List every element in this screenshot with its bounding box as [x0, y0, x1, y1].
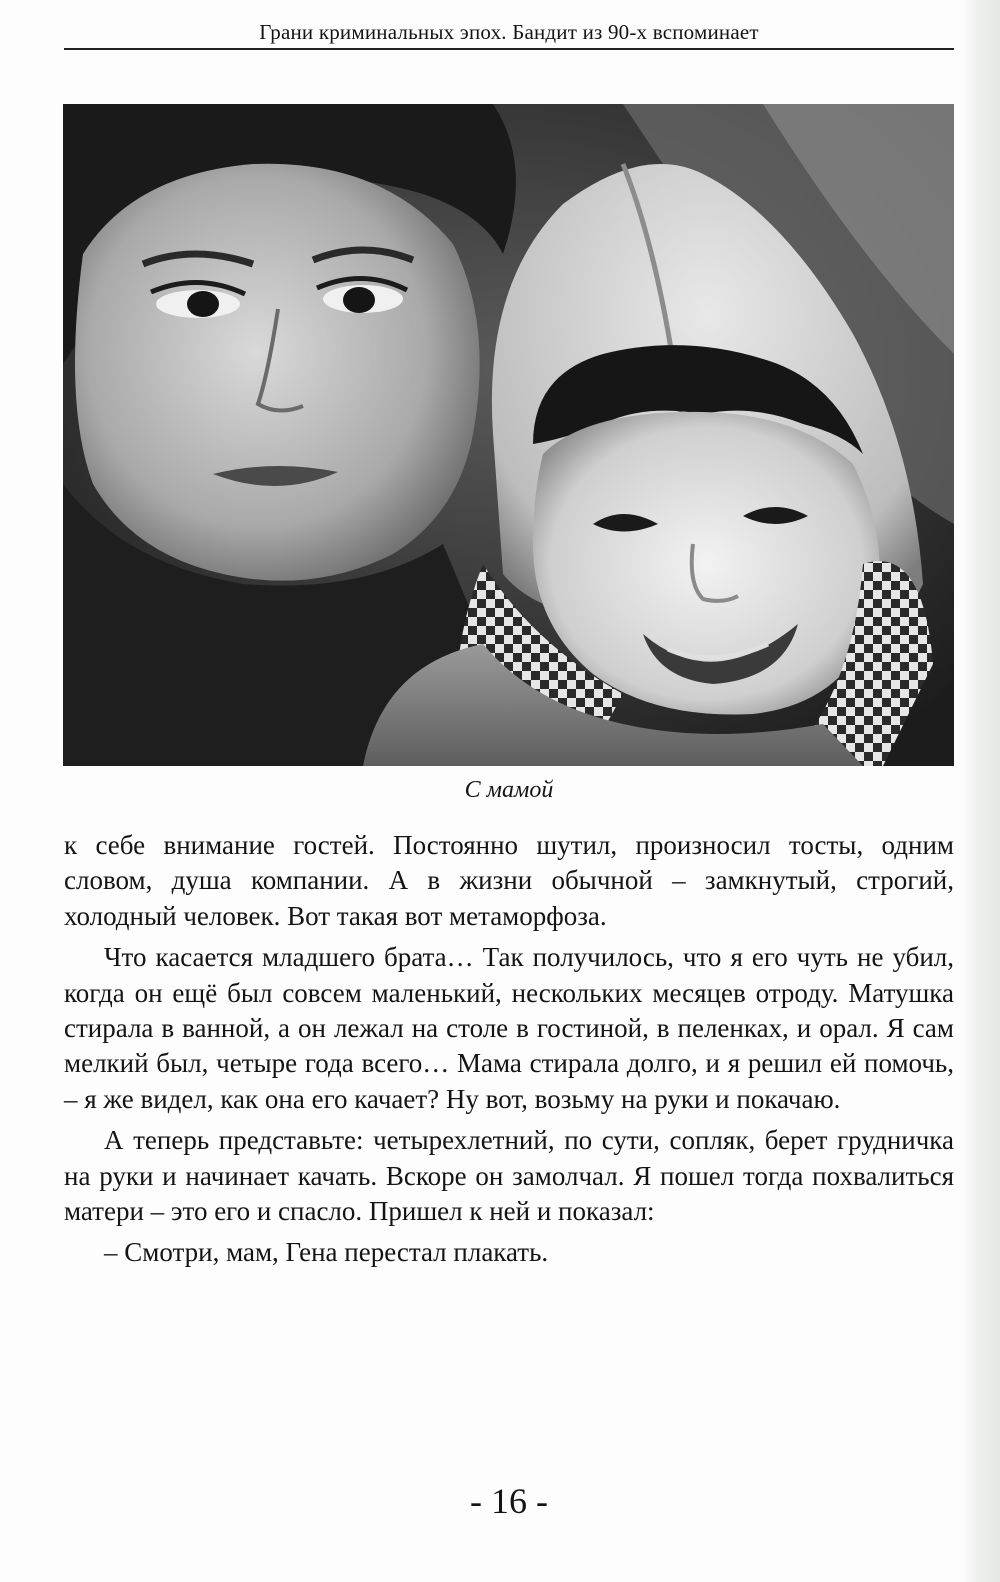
dialogue-line: – Смотри, мам, Гена перестал плакать. — [104, 1237, 549, 1268]
page-edge-shadow — [962, 0, 1000, 1582]
running-header: Грани криминальных эпох. Бандит из 90-х вспоминает — [259, 20, 759, 44]
photo-illustration — [63, 104, 954, 766]
paragraph: А теперь представьте: четырехлетний, по сути, сопляк, берет грудничка на руки и начинает качать. Вскоре он замолчал. Я пошел тогда похвалиться матери – это его и спасло. Пришел к ней и показал: — [64, 1125, 954, 1227]
photo-mother-and-child — [63, 104, 954, 766]
page-number: - 16 - — [470, 1481, 548, 1521]
photo-caption: С мамой — [464, 777, 554, 803]
paragraph: Что касается младшего брата… Так получилось, что я его чуть не убил, когда он ещё был совсем маленький, нескольких месяцев отроду. Матушка стирала в ванной, а он лежал на столе в гостиной, в пеленках, и орал. Я сам мелкий был, четыре года всего… Мама стирала долго, и я решил ей помочь, – я же видел, как она его качает? Ну вот, возьму на руки и покачаю. — [64, 942, 954, 1114]
header-rule — [64, 48, 954, 50]
paragraph: к себе внимание гостей. Постоянно шутил, произносил тосты, одним словом, душа компании. А в жизни обычной – замкнутый, строгий, холодный человек. Вот такая вот метаморфоза. — [64, 830, 954, 931]
body-text — [64, 828, 954, 1277]
